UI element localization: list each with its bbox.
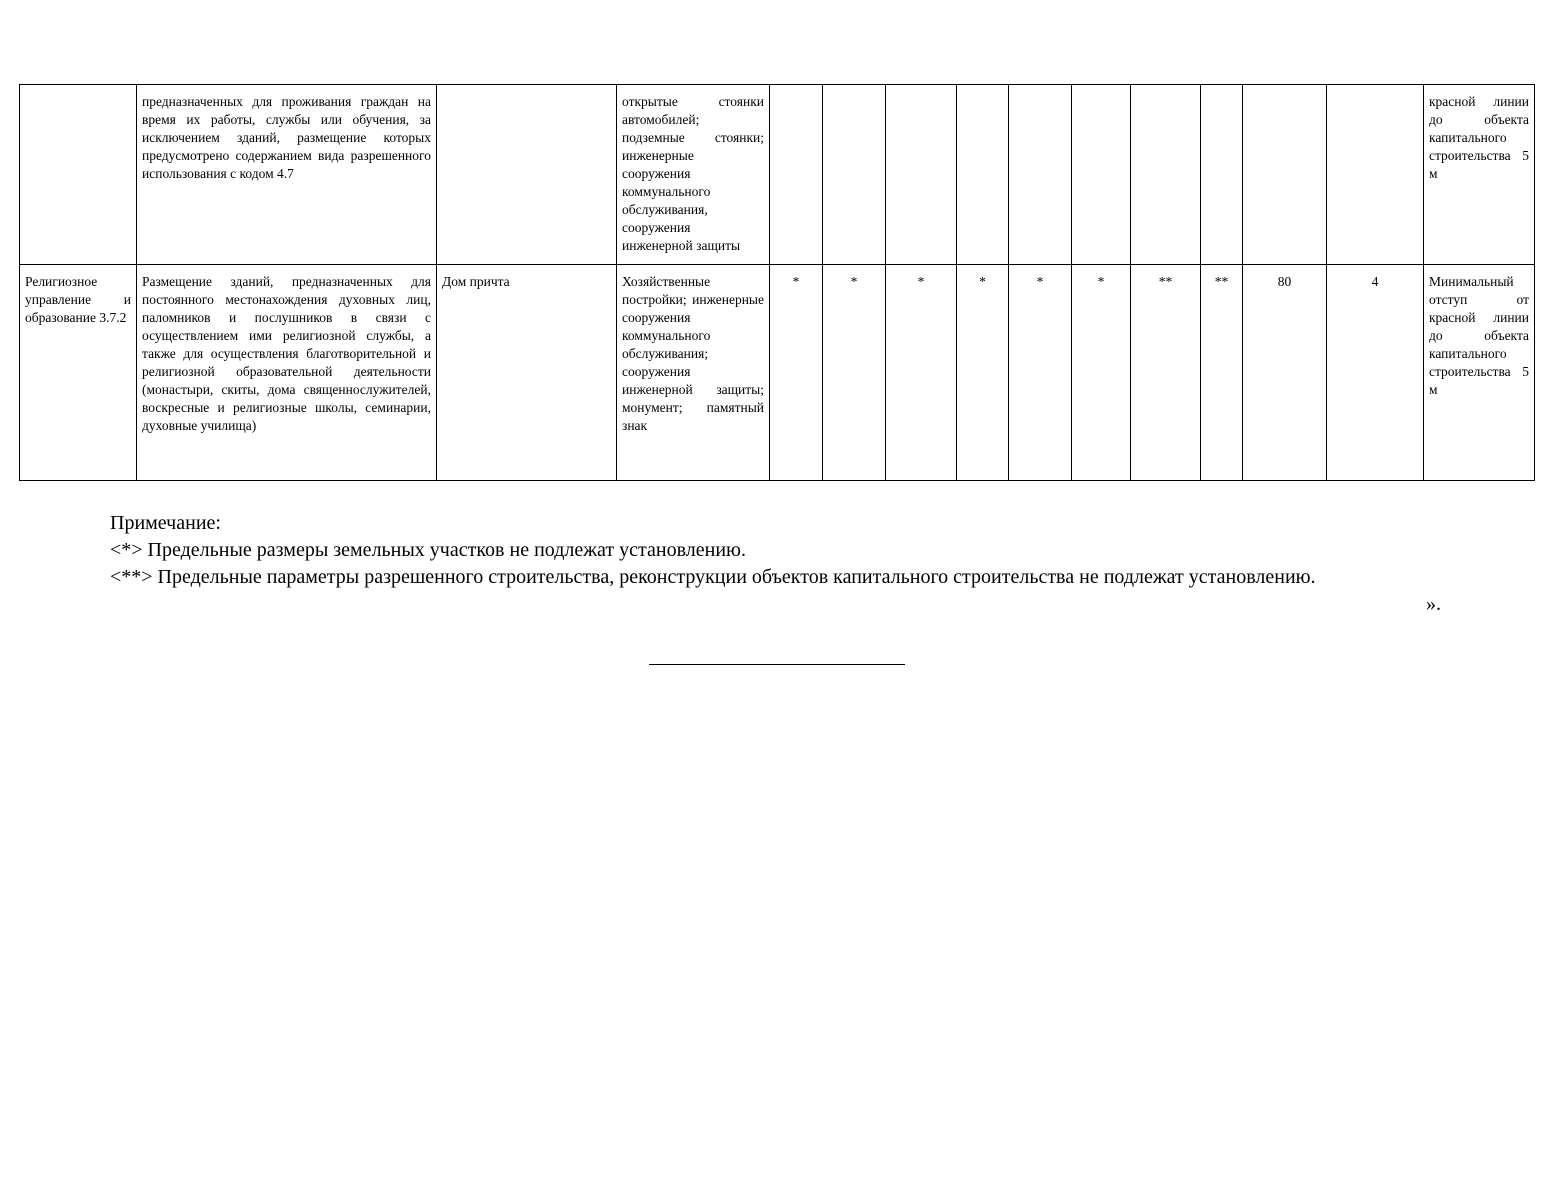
- table-cell-param: [886, 85, 957, 265]
- table-cell-param: [1243, 85, 1327, 265]
- table-cell-auxiliary: открытые стоянки автомобилей; подземные стоянки; инженерные сооружения коммунального обслуживания, сооружения инженерной защиты: [617, 85, 770, 265]
- closing-quote-mark: ».: [1426, 593, 1441, 615]
- table-cell-auxiliary: Хозяйственные постройки; инженерные сооружения коммунального обслуживания; сооружения инженерной защиты; монумент; памятный знак: [617, 265, 770, 481]
- table-cell-param: [1201, 85, 1243, 265]
- table-cell-setback: красной линии до объекта капитального строительства 5 м: [1424, 85, 1535, 265]
- regulations-table: [19, 84, 1535, 481]
- table-cell-param: **: [1131, 265, 1201, 481]
- table-cell-param: *: [770, 265, 823, 481]
- table-cell-param: 80: [1243, 265, 1327, 481]
- notes-section: [110, 510, 1441, 618]
- table-cell-param: [823, 85, 886, 265]
- notes-heading: Примечание:: [110, 512, 221, 534]
- table-cell-param: [1009, 85, 1072, 265]
- table-row: [20, 265, 1535, 481]
- table-cell-param: [1327, 85, 1424, 265]
- table-cell-param: [1131, 85, 1201, 265]
- table-cell-description: Размещение зданий, предназначенных для постоянного местонахождения духовных лиц, паломников и послушников в связи с осуществлением ими религиозной службы, а также для осуществления благотворительной и религиозной образовательной деятельности (монастыри, скиты, дома священнослужителей, воскресные и религиозные школы, семинарии, духовные училища): [137, 265, 437, 481]
- table-row: [20, 85, 1535, 265]
- note-single-asterisk: <*> Предельные размеры земельных участков не подлежат установлению.: [110, 539, 746, 561]
- table-cell-use-type: Религиозное управление и образование 3.7.2: [20, 265, 137, 481]
- table-cell-param: [770, 85, 823, 265]
- table-cell-objects: [437, 85, 617, 265]
- separator-line: [649, 664, 905, 665]
- note-double-asterisk: <**> Предельные параметры разрешенного строительства, реконструкции объектов капитального строительства не подлежат установлению.: [110, 566, 1316, 588]
- table-cell-param: *: [886, 265, 957, 481]
- table-cell-param: *: [1009, 265, 1072, 481]
- table-cell-param: [1072, 85, 1131, 265]
- table-cell-use-type: [20, 85, 137, 265]
- table-cell-setback: Минимальный отступ от красной линии до объекта капитального строительства 5 м: [1424, 265, 1535, 481]
- table-cell-param: *: [823, 265, 886, 481]
- table-cell-param: *: [1072, 265, 1131, 481]
- table-cell-objects: Дом причта: [437, 265, 617, 481]
- table-cell-description: предназначенных для проживания граждан на время их работы, службы или обучения, за исключением зданий, размещение которых предусмотрено содержанием вида разрешенного использования с кодом 4.7: [137, 85, 437, 265]
- table-cell-param: *: [957, 265, 1009, 481]
- table-cell-param: [957, 85, 1009, 265]
- table-cell-param: 4: [1327, 265, 1424, 481]
- table-cell-param: **: [1201, 265, 1243, 481]
